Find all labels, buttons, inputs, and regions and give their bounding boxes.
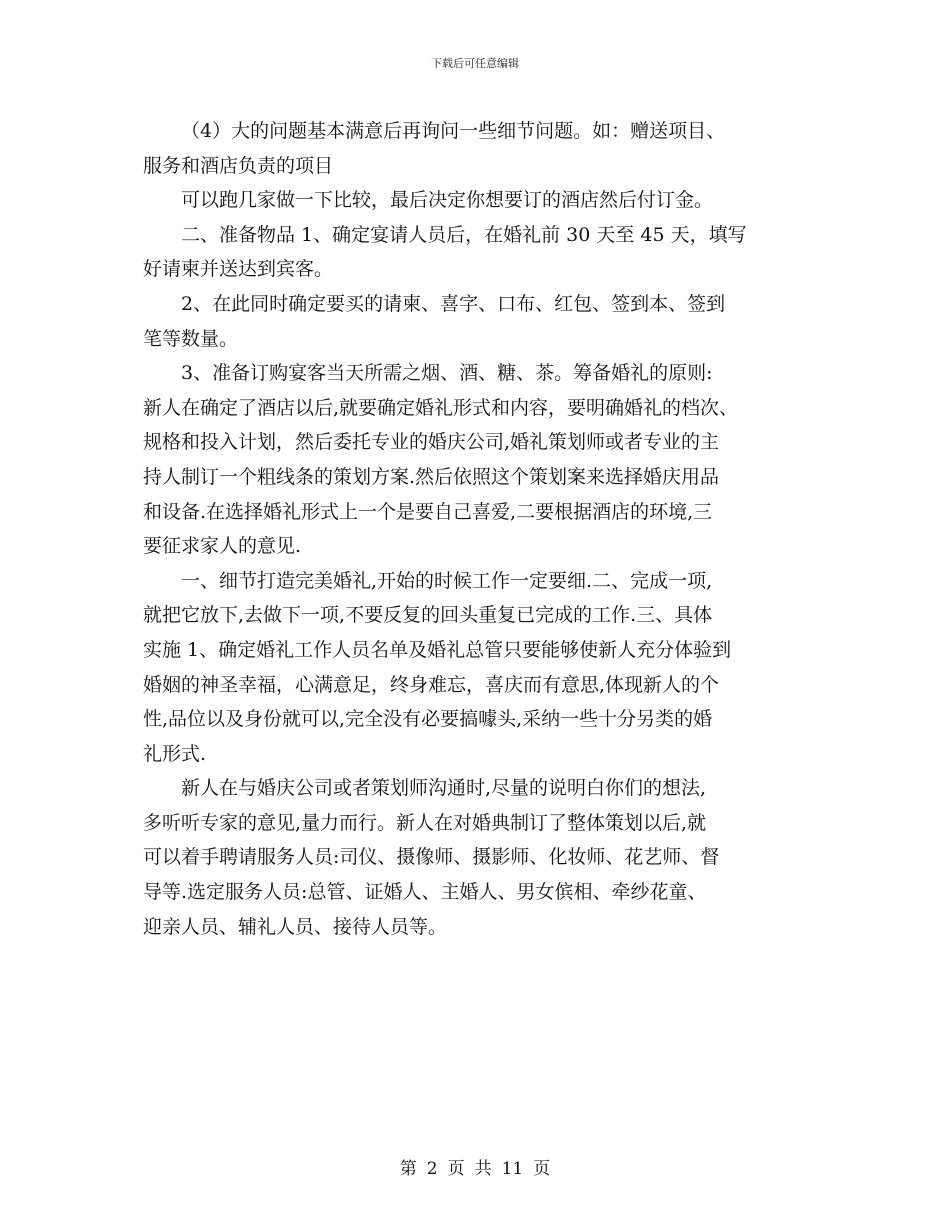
paragraph-line: 新人在确定了酒店以后,就要确定婚礼形式和内容，要明确婚礼的档次、	[143, 396, 739, 419]
footer-suffix: 页	[533, 1159, 551, 1179]
footer-total-label: 共	[474, 1159, 492, 1179]
paragraph-line: 婚姻的神圣幸福，心满意足，终身难忘，喜庆而有意思,体现新人的个	[143, 673, 720, 696]
paragraph-line: 可以跑几家做一下比较，最后决定你想要订的酒店然后付订金。	[181, 189, 714, 212]
paragraph-line: 多听听专家的意见,量力而行。新人在对婚典制订了整体策划以后,就	[143, 811, 707, 834]
paragraph-line: 导等.选定服务人员:总管、证婚人、主婚人、男女傧相、牵纱花童、	[143, 881, 707, 904]
paragraph-line: 服务和酒店负责的项目	[143, 154, 334, 177]
paragraph-line: 和设备.在选择婚礼形式上一个是要自己喜爱,二要根据酒店的环境,三	[143, 500, 713, 523]
paragraph-line: 就把它放下,去做下一项,不要反复的回头重复已完成的工作.三、具体	[143, 604, 713, 627]
paragraph-line: 持人制订一个粗线条的策划方案.然后依照这个策划案来选择婚庆用品	[143, 465, 720, 488]
footer-page-number: 2	[426, 1159, 438, 1179]
paragraph-line: （4）大的问题基本满意后再询问一些细节问题。如：赠送项目、	[181, 120, 726, 142]
paragraph-line: 实施 1、确定婚礼工作人员名单及婚礼总管只要能够使新人充分体验到	[143, 638, 732, 661]
paragraph-line: 新人在与婚庆公司或者策划师沟通时,尽量的说明白你们的想法,	[181, 777, 707, 800]
paragraph-line: 好请柬并送达到宾客。	[143, 258, 334, 281]
paragraph-line: 3、准备订购宴客当天所需之烟、酒、糖、茶。筹备婚礼的原则:	[181, 362, 713, 385]
paragraph-line: 笔等数量。	[143, 327, 239, 350]
page-footer	[0, 1154, 950, 1179]
paragraph-line: 迎亲人员、辅礼人员、接待人员等。	[143, 915, 448, 938]
footer-total-pages: 11	[501, 1159, 524, 1179]
paragraph-line: 性,品位以及身份就可以,完全没有必要搞噱头,采纳一些十分另类的婚	[143, 708, 713, 731]
paragraph-line: 二、准备物品 1、确定宴请人员后，在婚礼前 30 天至 45 天，填写	[181, 223, 747, 246]
footer-prefix: 第	[399, 1159, 417, 1179]
paragraph-line: 规格和投入计划，然后委托专业的婚庆公司,婚礼策划师或者专业的主	[143, 431, 720, 454]
header-note: 下载后可任意编辑	[431, 57, 519, 70]
paragraph-line: 2、在此同时确定要买的请柬、喜字、口布、红包、签到本、签到	[181, 292, 726, 315]
paragraph-line: 要征求家人的意见.	[143, 535, 302, 558]
paragraph-line: 一、细节打造完美婚礼,开始的时候工作一定要细.二、完成一项,	[181, 569, 713, 592]
paragraph-line: 可以着手聘请服务人员:司仪、摄像师、摄影师、化妆师、花艺师、督	[143, 846, 720, 869]
paragraph-line: 礼形式.	[143, 742, 207, 765]
body-text	[143, 114, 823, 944]
footer-mid: 页	[447, 1159, 465, 1179]
